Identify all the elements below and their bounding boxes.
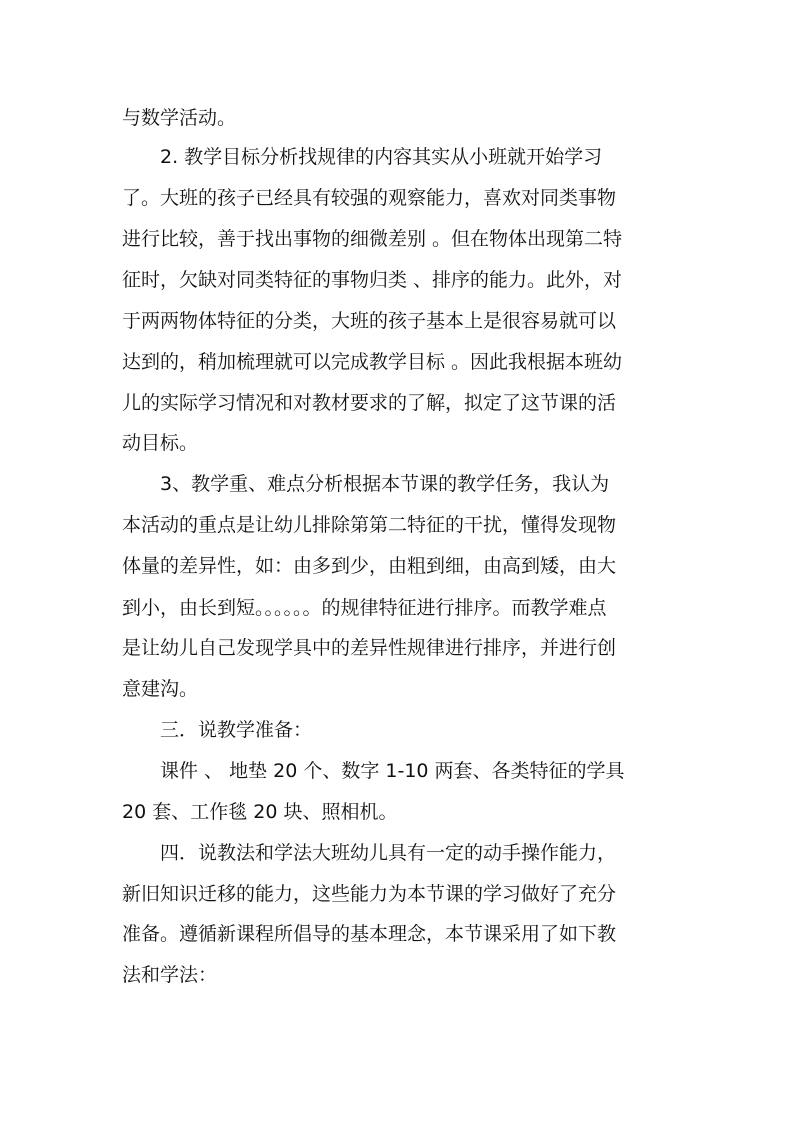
line-text: 三．说教学准备：: [160, 719, 313, 741]
line-text: 到小，由长到短。。。。。。的规律特征进行排序。而教学难点: [122, 597, 607, 619]
line-text: 准备。遵循新课程所倡导的基本理念，本节课采用了如下教: [122, 923, 617, 945]
line-text: 达到的，稍加梳理就可以完成教学目标 。因此我根据本班幼: [122, 351, 623, 373]
line-text: 与数学活动。: [122, 107, 237, 129]
line-text: 进行比较，善于找出事物的细微差别 。但在物体出现第二特: [122, 228, 623, 250]
line-text: 动目标。: [122, 432, 199, 454]
line-text: 四．说教法和学法大班幼儿具有一定的动手操作能力，: [160, 842, 617, 864]
line-text: 于两两物体特征的分类，大班的孩子基本上是很容易就可以: [122, 310, 617, 332]
line-text: 本活动的重点是让幼儿排除第第二特征的干扰，懂得发现物: [122, 514, 617, 536]
line-text: 征时，欠缺对同类特征的事物归类 、排序的能力。此外，对: [122, 269, 623, 291]
line-text: 课件 、 地垫 20 个、数字 1-10 两套、各类特征的学具: [160, 760, 625, 782]
line-text: 了。大班的孩子已经具有较强的观察能力，喜欢对同类事物: [122, 187, 617, 209]
line-text: 法和学法：: [122, 964, 218, 986]
line-text: 意建沟。: [122, 678, 199, 700]
line-text: 20 套、工作毯 20 块、照相机。: [122, 801, 398, 823]
line-text: 2. 教学目标分析找规律的内容其实从小班就开始学习: [160, 146, 603, 168]
line-text: 体量的差异性，如：由多到少，由粗到细，由高到矮，由大: [122, 555, 617, 577]
line-text: 3、教学重、难点分析根据本节课的教学任务，我认为: [160, 473, 610, 495]
line-text: 新旧知识迁移的能力，这些能力为本节课的学习做好了充分: [122, 883, 617, 905]
line-text: 儿的实际学习情况和对教材要求的了解，拟定了这节课的活: [122, 392, 617, 414]
line-text: 是让幼儿自己发现学具中的差异性规律进行排序，并进行创: [122, 637, 617, 659]
